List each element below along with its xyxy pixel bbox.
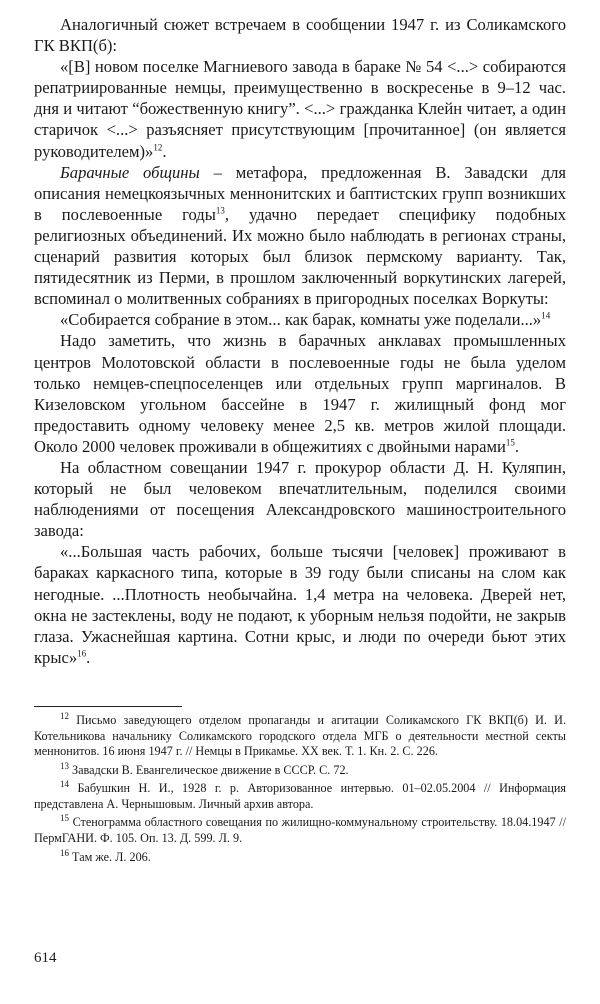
footnote-13: $^{13}$ Завадски В. Евангелическое движение в СССР. С. 72. bbox=[60, 760, 349, 777]
footnotes bbox=[34, 710, 567, 865]
footnote-12: $^{12}$ Письмо заведующего отделом пропаганды и агитации Соликамского ГК ВКП(б) И. И. Котельникова начальнику Соликамского городского отдела МГБ о деятельности местной секты меннонитов. 16 июня 1947 г. // Немцы в Прикамье. XX век. Т. 1. Кн. 2. С. 226. bbox=[34, 710, 566, 759]
paragraph-7-quote: «...Большая часть рабочих, больше тысячи [человек] проживают в бараках каркасного типа, которые в 39 году были списаны на слом как негодные. ...Плотность необычайна. 1,4 метра на человека. Дверей нет, окна не застеклены, воду не подают, к уборным нельзя подойти, не закрыв глаза. Ужаснейшая картина. Сотни крыс, и люди по очереди бьют этих крыс»$^{16}$. bbox=[34, 542, 566, 667]
paragraph-3: Барачные общины – метафора, предложенная В. Завадски для описания немецкоязычных меннонитских и баптистских групп возникших в послевоенные годы$^{13}$, удачно передает специфику подобных религиозных объединений. Их можно было наблюдать в регионах страны, сценарий развития которых был близок пермскому варианту. Так, пятидесятник из Перми, в прошлом заключенный воркутинских лагерей, вспоминал о молитвенных собраниях в пригородных поселках Воркуты: bbox=[34, 162, 567, 309]
paragraph-1: Аналогичный сюжет встречаем в сообщении 1947 г. из Соликамского ГК ВКП(б): bbox=[34, 15, 566, 56]
footnote-ref-15[interactable]: 15 bbox=[505, 437, 515, 448]
footnote-ref-14[interactable]: 14 bbox=[541, 310, 551, 321]
italic-term: Барачные общины bbox=[60, 162, 200, 182]
footnote-ref-16[interactable]: 16 bbox=[77, 648, 87, 659]
main-text bbox=[34, 14, 566, 668]
footnote-ref-13[interactable]: 13 bbox=[215, 205, 225, 216]
paragraph-4-quote: «Собирается собрание в этом... как барак, комнаты уже поделали...»$^{14}$ bbox=[60, 310, 551, 330]
paragraph-5: Надо заметить, что жизнь в барачных анклавах промышленных центров Молотовской области в послевоенные годы не была уделом только немцев-спецпоселенцев или отдельных групп маргиналов. В Кизеловском угольном бассейне в 1947 г. жилищный фонд мог предоставить одному человеку менее 2,5 кв. метров жилой площади. Около 2000 человек проживали в общежитиях с двойными нарами$^{15}$. bbox=[34, 331, 566, 456]
footnote-16: $^{16}$ Там же. Л. 206. bbox=[60, 847, 151, 864]
page-number: 614 bbox=[34, 950, 57, 966]
footnote-divider bbox=[34, 706, 182, 707]
paragraph-6: На областном совещании 1947 г. прокурор области Д. Н. Куляпин, который не был человеком впечатлительным, поделился своими наблюдениями от посещения Александровского машиностроительного завода: bbox=[34, 457, 566, 541]
paragraph-2-quote: «[В] новом поселке Магниевого завода в бараке № 54 <...> собираются репатриированные немцы, преимущественно в воскресенье в 9–12 час. дня и читают “божественную книгу”. <...> гражданка Клейн читает, а один старичок <...> разъясняет присутствующим [прочитанное] (он является руководителем)»$^{12}$. bbox=[34, 57, 566, 161]
footnote-14: $^{14}$ Бабушкин Н. И., 1928 г. р. Авторизованное интервью. 01–02.05.2004 // Информация представлена А. Чернышовым. Личный архив автора. bbox=[34, 779, 567, 811]
page bbox=[34, 14, 566, 868]
footnote-15: $^{15}$ Стенограмма областного совещания по жилищно-коммунальному строительству. 18.04.1947 // ПермГАНИ. Ф. 105. Оп. 13. Д. 599. Л. 9. bbox=[34, 813, 567, 846]
footnote-ref-12[interactable]: 12 bbox=[153, 142, 163, 153]
